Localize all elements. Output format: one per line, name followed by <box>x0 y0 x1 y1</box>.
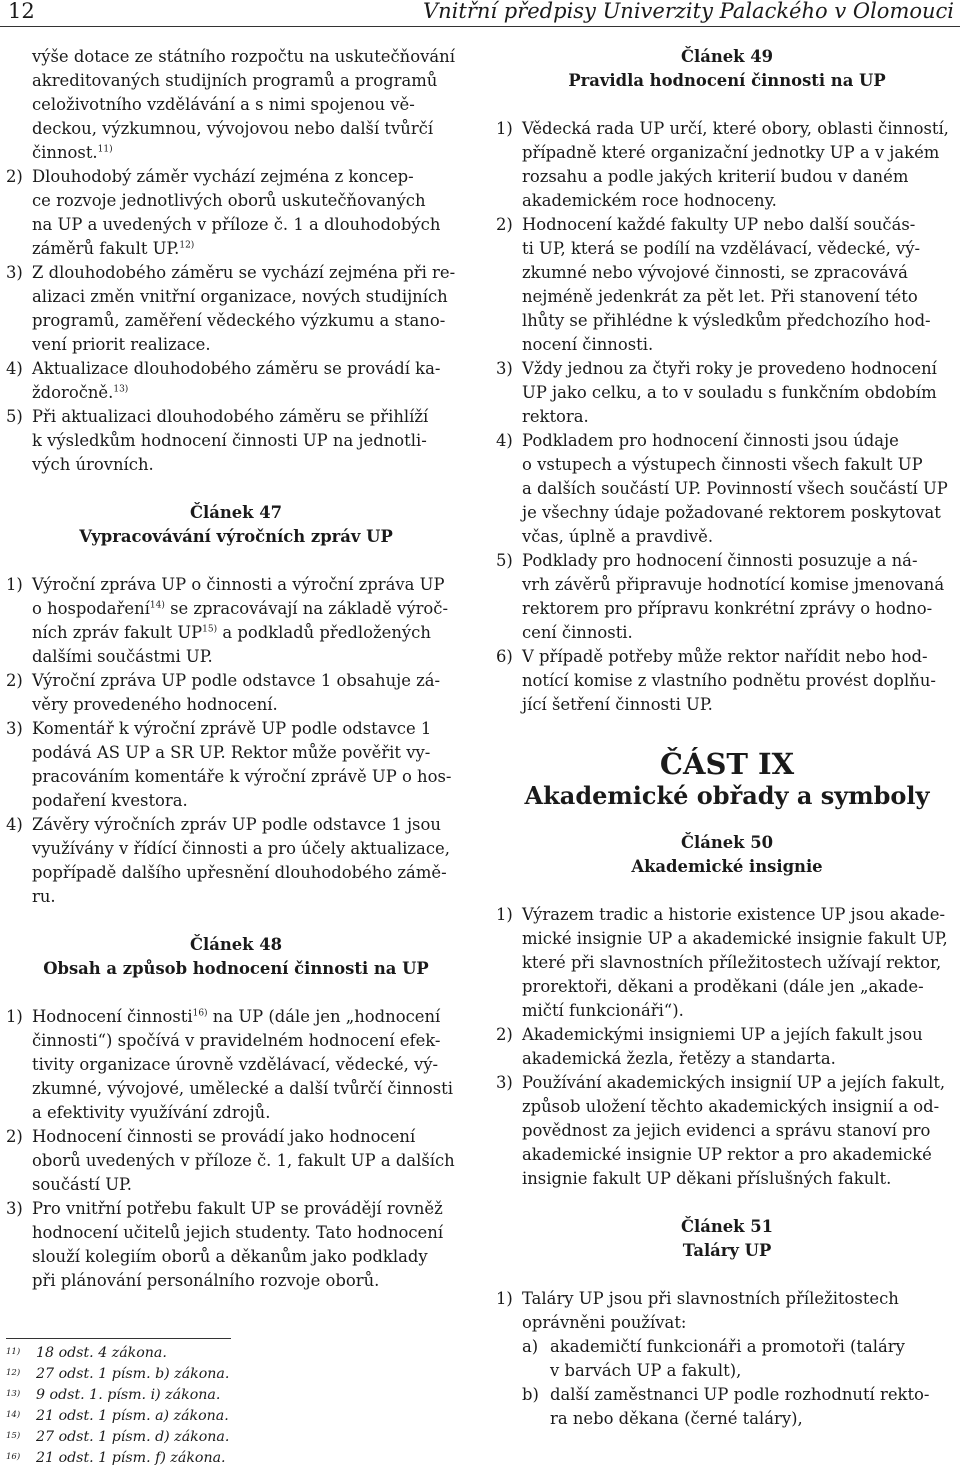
footnotes <box>6 1343 306 1469</box>
footnote-ref: 14) <box>149 600 165 611</box>
list-item: 6) V případě potřeby může rektor nařídit nebo hod- notící komise z vlastního podnětu provést doplňu- jící šetření činnosti UP. <box>496 647 936 714</box>
footnote: 16) 21 odst. 1 písm. f) zákona. <box>6 1450 226 1466</box>
list-item: 2) Výroční zpráva UP podle odstavce 1 obsahuje zá- věry provedeného hodnocení. <box>6 671 441 714</box>
page-header <box>0 0 960 27</box>
list-item: 3) Pro vnitřní potřebu fakult UP se provádějí rovněž hodnocení učitelů jejich studenty. Tato hodnocení slouží kolegiím oborů a děkanům jako podklady při plánování personálního rozvoje oborů. <box>6 1199 444 1290</box>
footnote: 12) 27 odst. 1 písm. b) zákona. <box>6 1366 230 1382</box>
list-item: 1) Hodnocení činnosti$^{16)}$ na UP (dále jen „hodnocení činnosti“) spočívá v pravidelném hodnocení efek- tivity organizace úrovně vzdělávací, vědecké, vý- zkumné, vývojové, umělecké a další tvůrčí činnosti a efektivity využívání zdrojů. <box>6 1007 453 1122</box>
list-item: 2) Hodnocení každé fakulty UP nebo další součás- ti UP, která se podílí na vzdělávací, vědecké, vý- zkumné nebo vývojové činnosti, se zpracovává nejméně jedenkrát za pět let. Při stanovení této lhůty se přihlédne k výsledkům předchozího hod- nocení činnosti. <box>496 215 931 354</box>
running-title: Vnitřní předpisy Univerzity Palackého v Olomouci <box>422 0 954 23</box>
list-item: 1) Vědecká rada UP určí, které obory, oblasti činností, případně které organizační jednotky UP a v jakém rozsahu a podle jakých kriterií budou v daném akademickém roce hodnoceny. <box>496 119 949 210</box>
footnote-ref: 16) <box>192 1008 208 1019</box>
list-item: 5) Při aktualizaci dlouhodobého záměru se přihlíží k výsledkům hodnocení činnosti UP na jednotli- vých úrovních. <box>6 407 429 474</box>
list-item: 4) Podkladem pro hodnocení činnosti jsou údaje o vstupech a výstupech činnosti všech fakult UP a dalších součástí UP. Povinností všech součástí UP je všechny údaje požadované rektorem poskytovat včas, úplně a pravdivě. <box>496 431 948 546</box>
left-column <box>6 45 466 1293</box>
article-title: Vypracovávání výročních zpráv UP <box>79 527 393 546</box>
article-label: Článek 50 <box>680 833 774 852</box>
footnote: 11) 18 odst. 4 zákona. <box>6 1345 167 1361</box>
list-item: 3) Používání akademických insignií UP a jejích fakult, způsob uložení těchto akademických insignií a od- povědnost za jejich evidenci a správu stanoví pro akademické insignie UP rektor a pro akademické insignie fakult UP děkani příslušných fakult. <box>496 1073 946 1188</box>
page-number: 12 <box>8 0 35 23</box>
list-item: 3) Z dlouhodobého záměru se vychází zejména při re- alizaci změn vnitřní organizace, nových studijních programů, zaměření vědeckého výzkumu a stano- vení priorit realizace. <box>6 263 456 354</box>
list-item: 2) Hodnocení činnosti se provádí jako hodnocení oborů uvedených v příloze č. 1, fakult UP a dalších součástí UP. <box>6 1127 455 1194</box>
article-label: Článek 47 <box>189 503 283 522</box>
footnote: 14) 21 odst. 1 písm. a) zákona. <box>6 1408 229 1424</box>
article-title: Akademické insignie <box>631 857 823 876</box>
list-item: 3) Komentář k výroční zprávě UP podle odstavce 1 podává AS UP a SR UP. Rektor může pověřit vy- pracováním komentáře k výroční zprávě UP o hos- podaření kvestora. <box>6 719 452 810</box>
right-column <box>496 45 958 1431</box>
article-title: Taláry UP <box>682 1241 772 1260</box>
list-item: 5) Podklady pro hodnocení činnosti posuzuje a ná- vrh závěrů připravuje hodnotící komise jmenovaná rektorem pro přípravu konkrétní zprávy o hodno- cení činnosti. <box>496 551 945 642</box>
list-item: 1) Taláry UP jsou při slavnostních příležitostech oprávněni používat: <box>496 1289 899 1332</box>
footnote-ref: 12) <box>179 240 195 251</box>
article-label: Článek 49 <box>680 47 774 66</box>
footnote-ref: 15) <box>202 624 218 635</box>
list-item: 4) Aktualizace dlouhodobého záměru se provádí ka- ždoročně.$^{13)}$ <box>6 359 441 402</box>
part-title: ČÁST IX <box>659 747 795 781</box>
list-item: 1) Výrazem tradic a historie existence UP jsou akade- mické insignie UP a akademické insignie fakult UP, které při slavnostních příležitostech užívají rektor, prorektoři, děkani a proděkani (dále jen „akade- mičtí funkcionáři“). <box>496 905 948 1020</box>
list-item: 4) Závěry výročních zpráv UP podle odstavce 1 jsou využívány v řídící činnosti a pro účely aktualizace, popřípadě dalšího upřesnění dlouhodobého zámě- ru. <box>6 815 450 906</box>
list-item: 2) Akademickými insigniemi UP a jejích fakult jsou akademická žezla, řetězy a standarta. <box>496 1025 923 1068</box>
list-item: 1) Výroční zpráva UP o činnosti a výroční zpráva UP o hospodaření$^{14)}$ se zpracovávají na základě výroč- ních zpráv fakult UP$^{15)}$ a podkladů předložených dalšími součástmi UP. <box>6 575 448 666</box>
list-item: 2) Dlouhodobý záměr vychází zejména z koncep- ce rozvoje jednotlivých oborů uskutečňovaných na UP a uvedených v příloze č. 1 a dlouhodobých záměrů fakult UP.$^{12)}$ <box>6 167 441 258</box>
paragraph-continuation: výše dotace ze státního rozpočtu na uskutečňování akreditovaných studijních programů a programů celoživotního vzdělávání a s nimi spojenou vě- deckou, výzkumnou, vývojovou nebo další tvůrčí činnost.$^{11)}$ <box>32 47 455 162</box>
article-label: Článek 48 <box>189 935 283 954</box>
footnote-ref: 11) <box>97 144 113 155</box>
footnote: 15) 27 odst. 1 písm. d) zákona. <box>6 1429 230 1445</box>
sub-list-item: b) další zaměstnanci UP podle rozhodnutí rekto- ra nebo děkana (černé taláry), <box>522 1385 930 1428</box>
footnote-ref: 13) <box>113 384 129 395</box>
article-title: Obsah a způsob hodnocení činnosti na UP <box>43 959 429 978</box>
article-label: Článek 51 <box>680 1217 774 1236</box>
list-item: 3) Vždy jednou za čtyři roky je provedeno hodnocení UP jako celku, a to v souladu s funkčním obdobím rektora. <box>496 359 937 426</box>
footnote-separator <box>6 1338 231 1339</box>
sub-list-item: a) akademičtí funkcionáři a promotoři (taláry v barvách UP a fakult), <box>522 1337 905 1380</box>
article-title: Pravidla hodnocení činnosti na UP <box>568 71 886 90</box>
footnote: 13) 9 odst. 1. písm. i) zákona. <box>6 1387 221 1403</box>
part-subtitle: Akademické obřady a symboly <box>524 781 930 810</box>
